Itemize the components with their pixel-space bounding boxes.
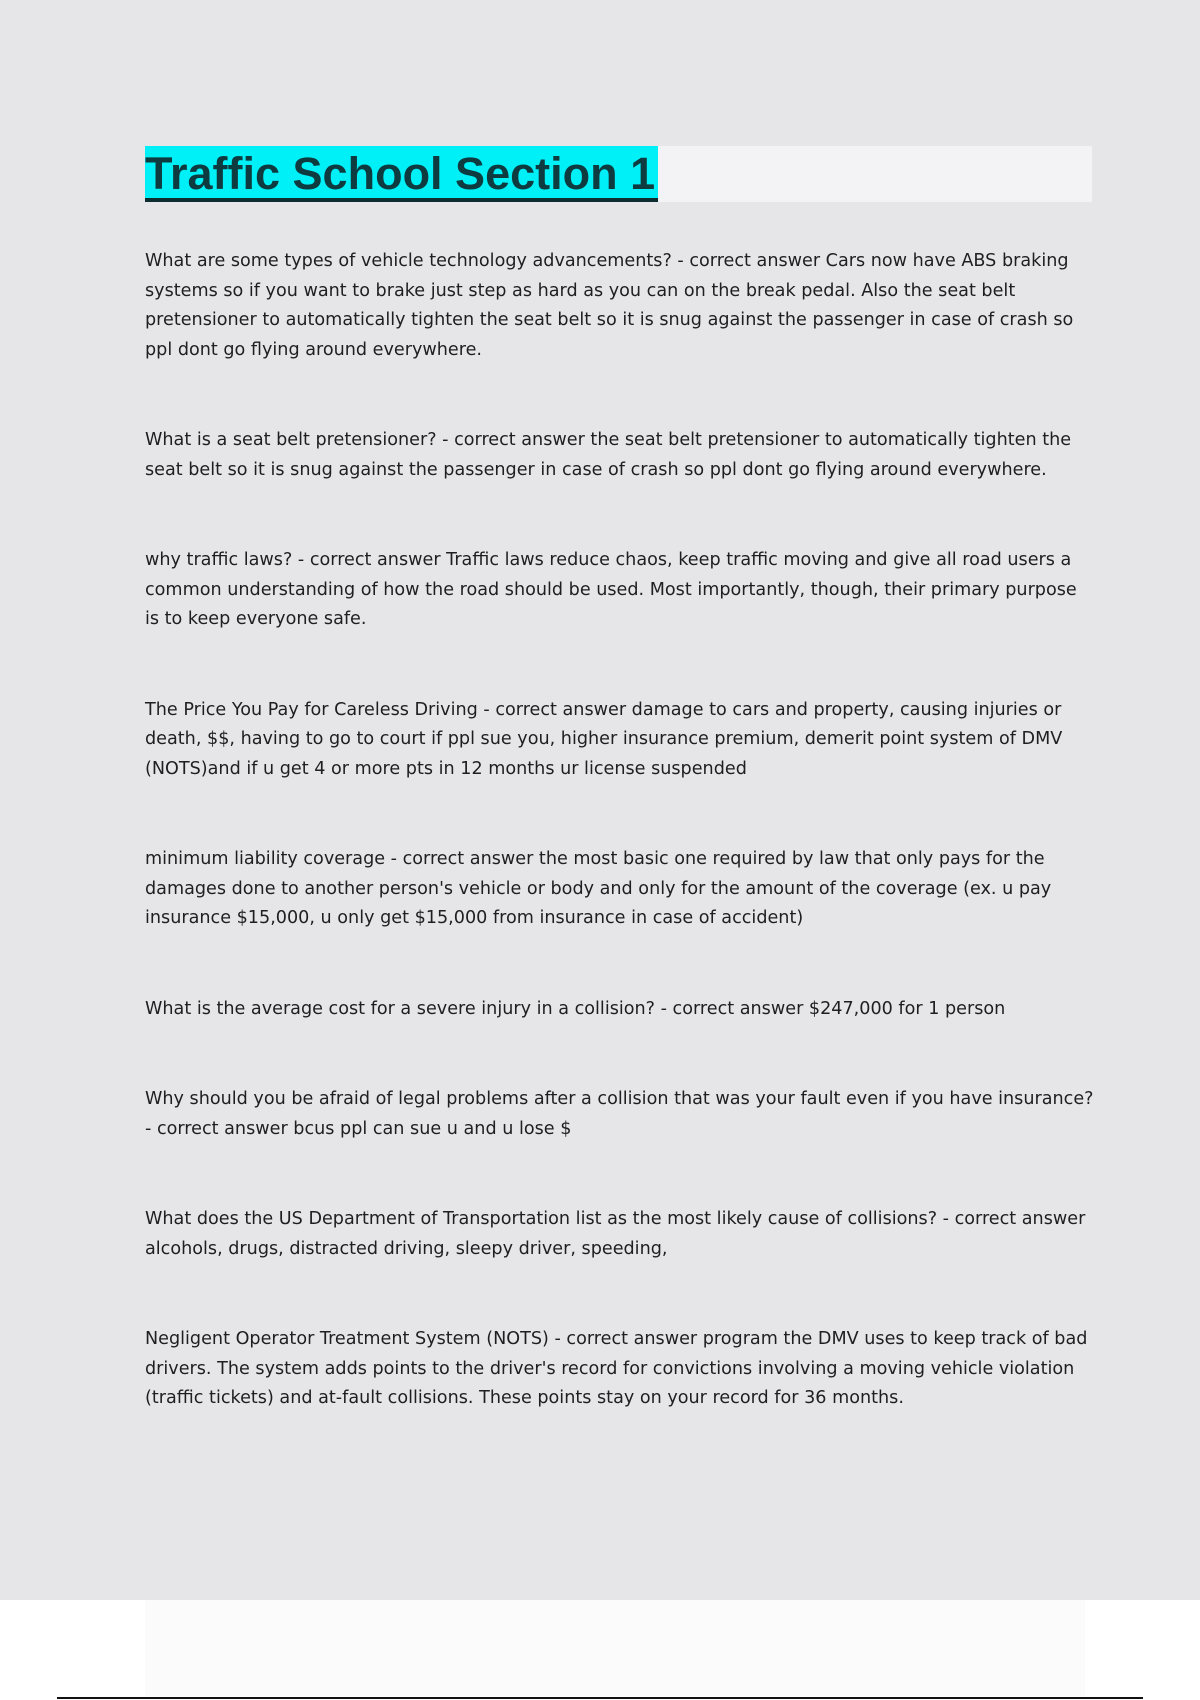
qa-entry: What are some types of vehicle technology advancements? - correct answer Cars now have ABS braking systems so if you want to brake just step as hard as you can on the break pedal. Also the seat belt pretensioner to automatically tighten the seat belt so it is snug against the passenger in case of crash so ppl dont go flying around everywhere. [145, 251, 1074, 360]
document-title: Traffic School Section 1 [145, 146, 658, 202]
qa-entry: why traffic laws? - correct answer Traffic laws reduce chaos, keep traffic moving and give all road users a common understanding of how the road should be used. Most importantly, though, their primary purpose is to keep everyone safe. [145, 550, 1077, 629]
qa-entry: minimum liability coverage - correct answer the most basic one required by law that only pays for the damages done to another person's vehicle or body and only for the amount of the coverage (ex. u pay insurance $15,000, u only get $15,000 from insurance in case of accident) [145, 849, 1052, 928]
page-divider-line [57, 1697, 1143, 1699]
qa-entry: What does the US Department of Transportation list as the most likely cause of collisions? - correct answer alcohols, drugs, distracted driving, sleepy driver, speeding, [145, 1209, 1086, 1259]
qa-list [145, 247, 1095, 1414]
qa-entry: What is a seat belt pretensioner? - correct answer the seat belt pretensioner to automatically tighten the seat belt so it is snug against the passenger in case of crash so ppl dont go flying around everywhere. [145, 430, 1072, 480]
qa-entry: Negligent Operator Treatment System (NOTS) - correct answer program the DMV uses to keep track of bad drivers. The system adds points to the driver's record for convictions involving a moving vehicle violation (traffic tickets) and at-fault collisions. These points stay on your record for 36 months. [145, 1329, 1088, 1408]
qa-entry: Why should you be afraid of legal problems after a collision that was your fault even if you have insurance? - correct answer bcus ppl can sue u and u lose $ [145, 1089, 1094, 1139]
qa-entry: The Price You Pay for Careless Driving - correct answer damage to cars and property, causing injuries or death, $$, having to go to court if ppl sue you, higher insurance premium, demerit point system of DMV (NOTS)and if u get 4 or more pts in 12 months ur license suspended [145, 699, 1063, 779]
next-page-strip [145, 1600, 1085, 1696]
qa-entry: What is the average cost for a severe injury in a collision? - correct answer $247,000 for 1 person [145, 998, 1006, 1019]
